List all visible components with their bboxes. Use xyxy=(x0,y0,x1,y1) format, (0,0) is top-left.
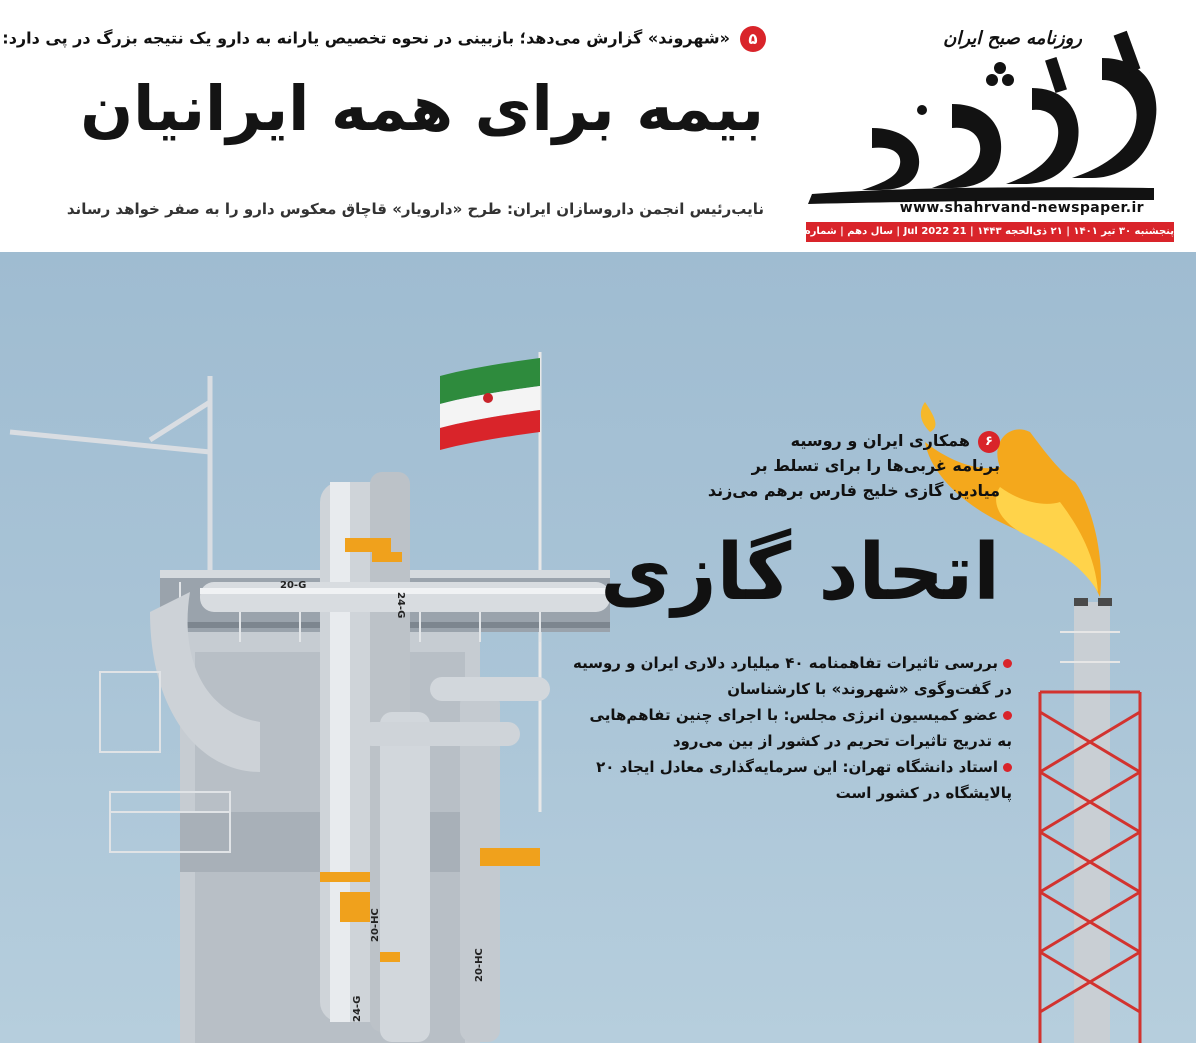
pipe-label: 24-G xyxy=(352,995,363,1022)
bullet-dot-icon xyxy=(1003,711,1012,720)
lead-kicker xyxy=(2,26,766,52)
story-kicker-line: برنامه غربی‌ها را برای تسلط بر xyxy=(751,456,1000,475)
page-number-badge[interactable]: ۵ xyxy=(740,26,766,52)
list-item: استاد دانشگاه تهران: این سرمایه‌گذاری معادل ایجاد ۲۰ پالایشگاه در کشور است xyxy=(596,758,1012,802)
pipe-label: 20-G xyxy=(280,580,307,591)
bullet-dot-icon xyxy=(1003,763,1012,772)
lead-headline[interactable]: بیمه برای همه ایرانیان xyxy=(80,72,764,145)
list-item: عضو کمیسیون انرژی مجلس: با اجرای چنین تفاهم‌هایی به تدریج تاثیرات تحریم در کشور از بین می‌رود xyxy=(589,706,1012,750)
refinery-illustration-icon xyxy=(0,252,1196,1043)
cover-photo xyxy=(0,252,1196,1043)
lead-subhead: نایب‌رئیس انجمن داروسازان ایران: طرح «دارویار» قاچاق معکوس دارو را به صفر خواهد رساند xyxy=(66,200,764,218)
masthead xyxy=(0,0,1196,250)
pipe-label: 20-HC xyxy=(370,908,381,942)
logo-subtitle: روزنامه صبح ایران xyxy=(943,28,1082,49)
newspaper-logo[interactable] xyxy=(726,10,1174,242)
lead-kicker-text: «شهروند» گزارش می‌دهد؛ بازبینی در نحوه تخصیص یارانه به دارو یک نتیجه بزرگ در پی دارد: xyxy=(2,28,730,48)
story-kicker-line: میادین گازی خلیج فارس برهم می‌زند xyxy=(707,481,1000,500)
bullet-dot-icon xyxy=(1003,659,1012,668)
story-kicker-line: ۶همکاری ایران و روسیه xyxy=(560,428,1000,453)
list-item: بررسی تاثیرات تفاهمنامه ۴۰ میلیارد دلاری ایران و روسیه در گفت‌وگوی «شهروند» با کارشناسان xyxy=(572,654,1012,698)
pipe-label: 20-HC xyxy=(474,948,485,982)
dateline-bar: پنجشنبه ۳۰ تیر ۱۴۰۱ | ۲۱ ذی‌الحجه ۱۴۴۳ | 21 Jul 2022 | سال دهم | شماره ۲۵۷۸ | ۸ صفحه xyxy=(806,222,1174,242)
story-title[interactable]: اتحاد گازی xyxy=(600,528,1000,618)
story-kicker xyxy=(560,428,1000,503)
page-number-badge[interactable]: ۶ xyxy=(978,431,1000,453)
website-url[interactable]: www.shahrvand-newspaper.ir xyxy=(899,200,1144,216)
story-bullets xyxy=(572,650,1012,806)
pipe-label: 24-G xyxy=(395,592,406,619)
